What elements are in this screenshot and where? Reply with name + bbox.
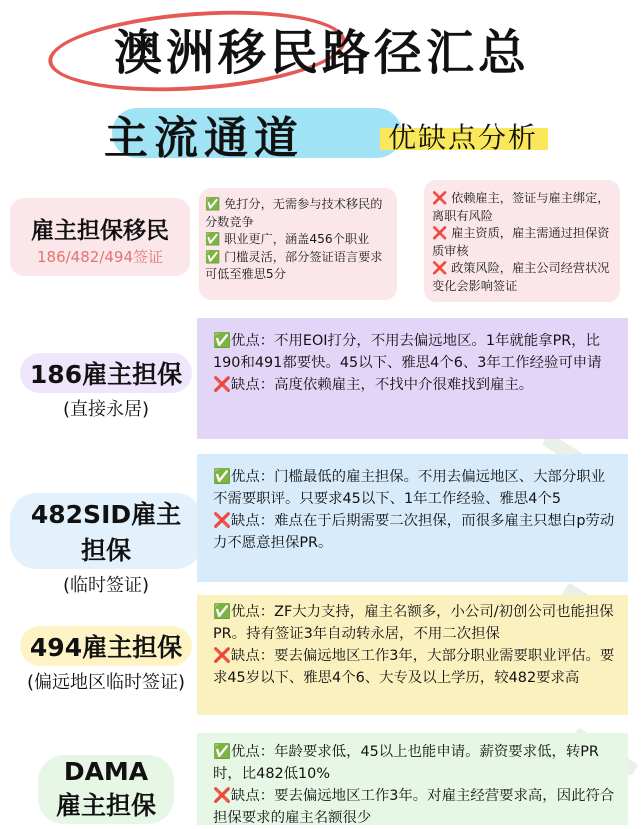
cons-item	[432, 190, 612, 225]
subtitle-tag: 优缺点分析	[388, 121, 539, 154]
employer-sponsor-cons-card	[424, 180, 620, 302]
cons-label: 缺点：	[230, 377, 275, 393]
pros-label: 优点：	[230, 333, 275, 349]
category-name: 494雇主担保	[29, 633, 183, 662]
pros-text: 门槛灵活，部分签证语言要求可低至雅思5分	[205, 249, 383, 281]
pros-label: 优点：	[230, 604, 275, 620]
category-dama-panel	[197, 733, 628, 825]
subtitle: 主流通道	[104, 113, 304, 164]
category-sub: (直接永居)	[62, 399, 150, 420]
category-482	[10, 493, 202, 597]
pros-line	[213, 466, 616, 510]
employer-sponsor-title: 雇主担保移民	[31, 218, 169, 244]
cons-line	[213, 374, 616, 396]
check-icon: ✅	[213, 333, 231, 349]
check-icon: ✅	[213, 744, 231, 760]
cross-icon: ❌	[213, 513, 231, 529]
pros-item	[205, 231, 391, 249]
cons-item	[432, 225, 612, 260]
category-pill	[10, 493, 202, 569]
category-494	[10, 626, 202, 694]
cons-item	[432, 260, 612, 295]
cons-line	[213, 645, 616, 689]
cross-icon: ❌	[432, 261, 448, 275]
cons-text: 雇主资质，雇主需通过担保资质审核	[432, 226, 610, 258]
category-name: DAMA	[63, 757, 149, 786]
cons-text: 高度依赖雇主，不找中介很难找到雇主。	[274, 377, 534, 393]
pros-text: 不用EOI打分，不用去偏远地区。1年就能拿PR，比190和491都要快。45以下、雅思4个6、3年工作经验可申请	[213, 333, 602, 371]
category-pill	[20, 353, 192, 393]
category-pill	[20, 626, 192, 666]
category-482-panel	[197, 454, 628, 582]
pros-text: 年龄要求低，45以上也能申请。薪资要求低，转PR时，比482低10%	[213, 744, 599, 782]
cross-icon: ❌	[213, 788, 231, 804]
cons-text: 政策风险，雇主公司经营状况变化会影响签证	[432, 261, 610, 293]
pros-line	[213, 601, 616, 645]
cons-text: 要去偏远地区工作3年，大部分职业需要职业评估。要求45岁以下、雅思4个6、大专及以上学历，较482要求高	[213, 648, 615, 686]
check-icon: ✅	[205, 197, 221, 211]
pros-item	[205, 249, 391, 284]
category-494-panel	[197, 595, 628, 715]
category-sub: (临时签证)	[62, 575, 150, 596]
pros-label: 优点：	[230, 469, 275, 485]
employer-sponsor-visas: 186/482/494签证	[37, 248, 163, 266]
pros-text: 门槛最低的雇主担保。不用去偏远地区、大部分职业不需要职评。只要求45以下、1年工作经验、雅思4个5	[213, 469, 606, 507]
pros-line	[213, 741, 616, 785]
check-icon: ✅	[213, 469, 231, 485]
check-icon: ✅	[213, 604, 231, 620]
category-dama	[10, 755, 202, 824]
cons-label: 缺点：	[230, 513, 275, 529]
category-pill	[38, 755, 174, 824]
cons-line	[213, 785, 616, 829]
check-icon: ✅	[205, 249, 221, 264]
pros-text: 免打分，无需参与技术移民的分数竞争	[205, 197, 383, 229]
cons-text: 难点在于后期需要二次担保，而很多雇主只想白p劳动力不愿意担保PR。	[213, 513, 615, 551]
category-186	[10, 353, 202, 421]
pros-label: 优点：	[230, 744, 275, 760]
category-sub: (偏远地区临时签证)	[26, 672, 186, 693]
category-186-panel	[197, 318, 628, 439]
category-name: 186雇主担保	[29, 360, 183, 389]
employer-sponsor-label-card	[10, 198, 190, 276]
cons-label: 缺点：	[230, 648, 275, 664]
page-title: 澳洲移民路径汇总	[113, 25, 530, 81]
subtitle-group	[92, 98, 552, 168]
cross-icon: ❌	[213, 648, 231, 664]
category-name-line2: 雇主担保	[55, 791, 156, 820]
category-name: 482SID雇主担保	[30, 500, 182, 565]
pros-line	[213, 330, 616, 374]
cross-icon: ❌	[432, 226, 448, 240]
pros-text: ZF大力支持，雇主名额多，小公司/初创公司也能担保PR。持有签证3年自动转永居，不用二次担保	[213, 604, 614, 642]
check-icon: ✅	[205, 232, 221, 246]
pros-item	[205, 196, 391, 231]
pros-text: 职业更广，涵盖456个职业	[224, 232, 370, 246]
cons-label: 缺点：	[230, 788, 275, 804]
cons-text: 依赖雇主，签证与雇主绑定，离职有风险	[432, 191, 610, 223]
cross-icon: ❌	[213, 377, 231, 393]
employer-sponsor-pros-card	[199, 188, 397, 300]
cross-icon: ❌	[432, 191, 448, 205]
cons-text: 要去偏远地区工作3年。对雇主经营要求高，因此符合担保要求的雇主名额很少	[213, 788, 615, 826]
cons-line	[213, 510, 616, 554]
